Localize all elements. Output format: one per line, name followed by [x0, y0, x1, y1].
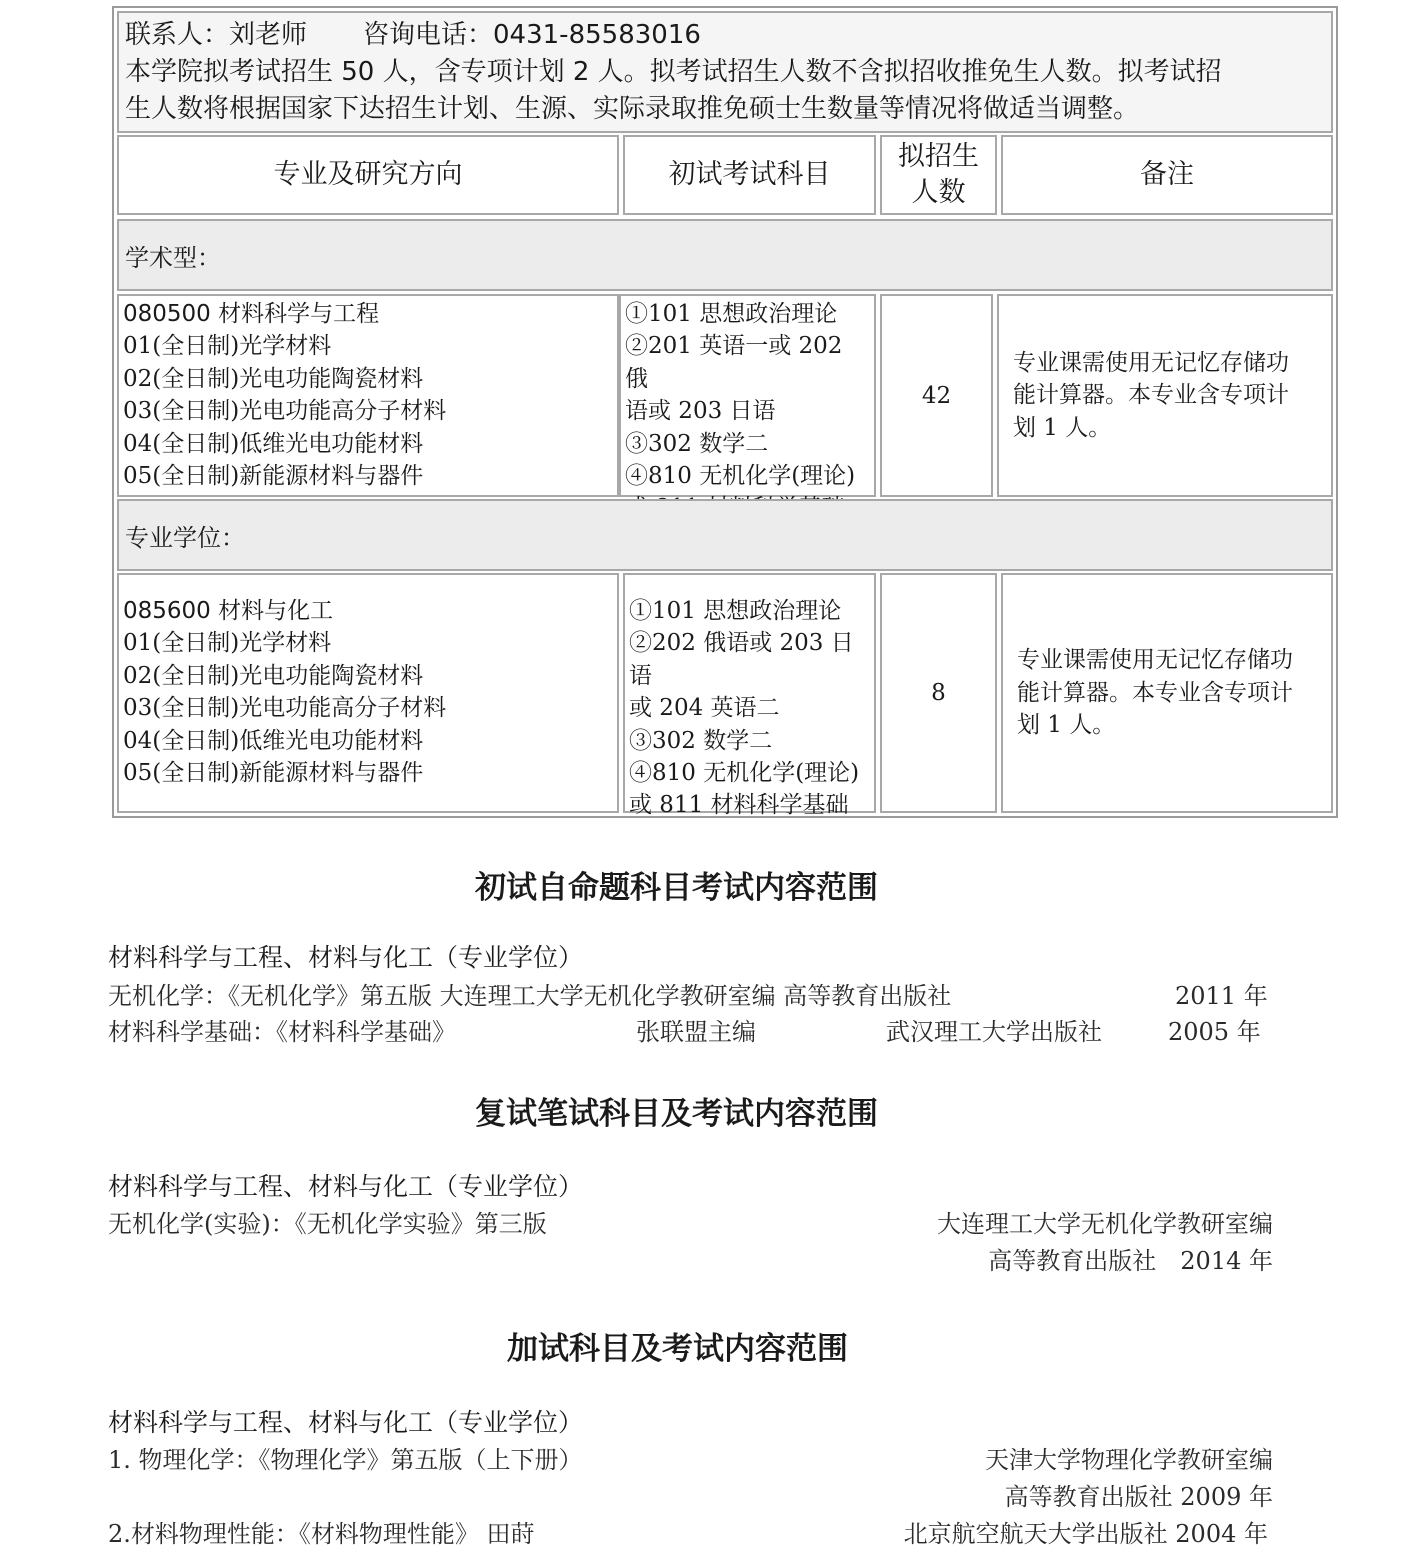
sec1-title: 初试自命题科目考试内容范围: [475, 870, 878, 906]
row1-direction: 02(全日制)光电功能陶瓷材料: [123, 365, 424, 392]
row1-remark-line: 划 1 人。: [1013, 414, 1112, 441]
sec3-title: 加试科目及考试内容范围: [507, 1331, 848, 1367]
row1-direction: 01(全日制)光学材料: [123, 333, 332, 360]
row1-major-cell: [117, 294, 619, 497]
row2-remark-cell: [1001, 573, 1333, 813]
row1-major: 080500 材料科学与工程: [123, 301, 380, 327]
row2-subjects-cell: [623, 573, 876, 819]
row1-subject: ③302 数学二: [625, 430, 769, 457]
row1-subject: 语或 203 日语: [625, 398, 776, 425]
contact-note-line1: 本学院拟考试招生 50 人，含专项计划 2 人。拟考试招生人数不含拟招收推免生人数。拟考试招: [125, 57, 1222, 87]
sec1-line2-title: 材料科学基础：《材料科学基础》: [108, 1018, 456, 1046]
row2-subject: ①101 思想政治理论: [629, 598, 842, 624]
row2-subject: 或 204 英语二: [629, 695, 780, 722]
row2-subject: ③302 数学二: [629, 727, 773, 754]
sec1-line1-year: 2011 年: [1175, 982, 1268, 1010]
row1-remark-line: 专业课需使用无记忆存储功: [1013, 349, 1289, 376]
section-professional: 专业学位：: [117, 499, 1333, 571]
sec2-line1-editor: 大连理工大学无机化学教研室编: [937, 1210, 1273, 1238]
row2-direction: 04(全日制)低维光电功能材料: [123, 727, 424, 754]
header-quota-line2: 人数: [911, 177, 966, 208]
sec2-line1: 无机化学(实验)：《无机化学实验》第三版: [108, 1210, 547, 1238]
contact-block: [117, 11, 1333, 133]
sec1-subtitle: 材料科学与工程、材料与化工（专业学位）: [108, 943, 584, 972]
row1-subject: ④810 无机化学(理论): [625, 463, 856, 490]
contact-person: 联系人：刘老师: [125, 20, 308, 50]
row2-direction: 03(全日制)光电功能高分子材料: [123, 695, 447, 722]
row2-quota: 8: [880, 573, 997, 813]
row1-direction: 03(全日制)光电功能高分子材料: [123, 398, 447, 425]
contact-phone: 咨询电话：0431-85583016: [363, 20, 701, 50]
row2-subject: ④810 无机化学(理论): [629, 760, 860, 787]
sec2-subtitle: 材料科学与工程、材料与化工（专业学位）: [108, 1172, 584, 1201]
row1-remark-line: 能计算器。本专业含专项计: [1013, 382, 1289, 409]
row1-subject: ②201 英语一或 202 俄: [625, 333, 843, 392]
sec3-line2: 高等教育出版社 2009 年: [1004, 1483, 1273, 1511]
row1-quota: 42: [880, 294, 993, 497]
header-major: 专业及研究方向: [117, 135, 619, 215]
row1-remark-cell: [997, 294, 1333, 497]
row2-major-cell: [117, 573, 619, 813]
header-remark: 备注: [1001, 135, 1333, 215]
sec3-line1: 1. 物理化学：《物理化学》第五版（上下册）: [108, 1446, 583, 1474]
section-academic: 学术型：: [117, 219, 1333, 291]
sec1-line1: 无机化学：《无机化学》第五版 大连理工大学无机化学教研室编 高等教育出版社: [108, 982, 952, 1010]
row2-subject: ②202 俄语或 203 日语: [629, 630, 854, 689]
row2-remark-line: 能计算器。本专业含专项计: [1017, 679, 1293, 706]
sec3-line3: 2.材料物理性能：《材料物理性能》 田莳: [108, 1520, 535, 1548]
sec1-line2-editor: 张联盟主编: [636, 1018, 756, 1046]
sec1-line2-year: 2005 年: [1168, 1018, 1261, 1046]
header-subjects: 初试考试科目: [623, 135, 876, 215]
header-quota: [880, 135, 997, 215]
row1-direction: 04(全日制)低维光电功能材料: [123, 430, 424, 457]
row1-subjects-cell: [619, 294, 876, 497]
row2-remark-line: 专业课需使用无记忆存储功: [1017, 647, 1293, 674]
sec2-line2: 高等教育出版社 2014 年: [988, 1247, 1273, 1275]
row2-direction: 01(全日制)光学材料: [123, 630, 332, 657]
row2-subject: 或 811 材料科学基础: [629, 792, 849, 819]
sec3-line1-editor: 天津大学物理化学教研室编: [985, 1446, 1273, 1474]
header-quota-line1: 拟招生: [898, 141, 979, 172]
row2-remark-line: 划 1 人。: [1017, 712, 1116, 739]
row2-direction: 02(全日制)光电功能陶瓷材料: [123, 662, 424, 689]
row2-major: 085600 材料与化工: [123, 598, 334, 624]
sec1-line2-publisher: 武汉理工大学出版社: [886, 1018, 1102, 1046]
row2-direction: 05(全日制)新能源材料与器件: [123, 760, 424, 787]
row1-direction: 05(全日制)新能源材料与器件: [123, 463, 424, 490]
sec3-line3-publisher: 北京航空航天大学出版社 2004 年: [903, 1520, 1268, 1548]
contact-note-line2: 生人数将根据国家下达招生计划、生源、实际录取推免硕士生数量等情况将做适当调整。: [125, 94, 1140, 124]
admissions-table: [112, 6, 1338, 818]
row1-subject: ①101 思想政治理论: [625, 301, 838, 327]
sec3-subtitle: 材料科学与工程、材料与化工（专业学位）: [108, 1408, 584, 1437]
sec2-title: 复试笔试科目及考试内容范围: [475, 1096, 878, 1132]
